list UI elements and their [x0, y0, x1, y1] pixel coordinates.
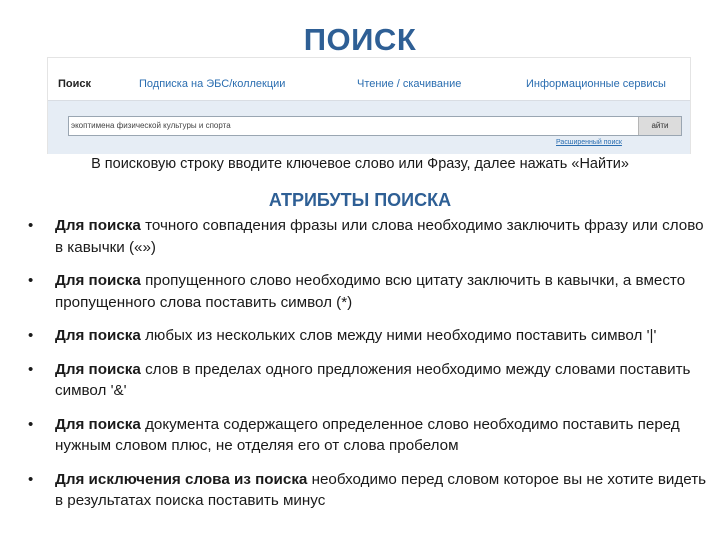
- bullet-icon: •: [28, 272, 34, 289]
- list-item: [28, 469, 708, 512]
- rule-text: документа содержащего определенное слово необходимо поставить перед нужным словом плюс, не отделяя его от слова пробелом: [55, 415, 680, 454]
- search-button[interactable]: айти: [638, 117, 681, 135]
- rule-text: точного совпадения фразы или слова необходимо заключить фразу или слово в кавычки («»): [55, 217, 704, 256]
- bullet-icon: •: [28, 470, 34, 488]
- search-screenshot: [47, 57, 691, 154]
- list-item: [28, 215, 708, 258]
- page-title: ПОИСК: [303, 22, 417, 57]
- search-bar: [48, 101, 690, 154]
- rule-lead: Для поиска: [55, 217, 141, 234]
- search-hint: В поисковую строку вводите ключевое слово или Фразу, далее нажать «Найти»: [91, 156, 629, 172]
- rule-lead: Для поиска: [55, 415, 141, 433]
- nav-item-reading[interactable]: Чтение / скачивание: [357, 78, 462, 90]
- nav-item-info-services[interactable]: Информационные сервисы: [526, 78, 666, 90]
- bullet-icon: •: [28, 217, 34, 234]
- rule-text: слов в пределах одного предложения необходимо между словами поставить символ '&': [55, 360, 691, 399]
- rule-text: любых из нескольких слов между ними необходимо поставить символ '|': [140, 327, 657, 344]
- rule-lead: Для поиска: [55, 272, 141, 289]
- top-nav: [48, 58, 690, 101]
- nav-item-subscription[interactable]: Подписка на ЭБС/коллекции: [139, 78, 286, 90]
- advanced-search-link[interactable]: Расширенный поиск: [556, 139, 622, 146]
- rule-text: пропущенного слово необходимо всю цитату заключить в кавычки, а вместо пропущенного слова поставить символ (*): [55, 272, 686, 311]
- bullet-icon: •: [28, 415, 34, 433]
- rule-lead: Для исключения слова из поиска: [55, 470, 308, 488]
- bullet-icon: •: [28, 360, 34, 378]
- list-item: [28, 414, 708, 457]
- bullet-icon: •: [28, 327, 34, 344]
- rule-lead: Для поиска: [55, 327, 141, 344]
- search-input[interactable]: экоптимена физической культуры и спорта: [68, 116, 682, 136]
- list-item: [28, 359, 708, 402]
- list-item: [28, 270, 708, 313]
- list-item: [28, 325, 708, 347]
- rule-lead: Для поиска: [55, 360, 141, 378]
- rule-text: необходимо перед словом которое вы не хотите видеть в результатах поиска поставить минус: [55, 470, 707, 509]
- section-title: АТРИБУТЫ ПОИСКА: [268, 190, 452, 210]
- search-attributes-list: [28, 215, 708, 524]
- nav-item-search[interactable]: Поиск: [58, 78, 92, 90]
